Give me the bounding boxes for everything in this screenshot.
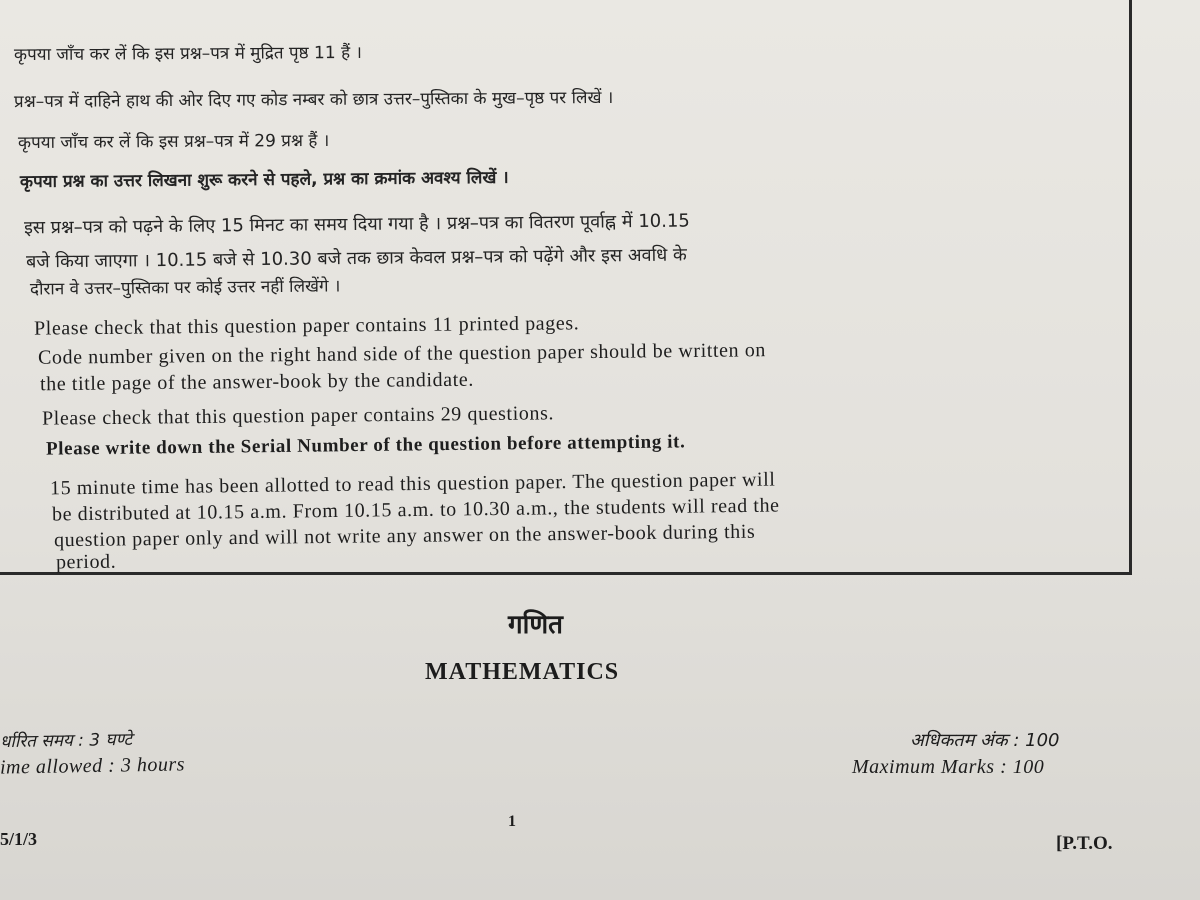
please-turn-over: [P.T.O. bbox=[1056, 833, 1113, 854]
instruction-en-reading-time-2: be distributed at 10.15 a.m. From 10.15 a.m. to 10.30 a.m., the students will read the bbox=[51, 494, 780, 526]
time-allowed-english: ime allowed : 3 hours bbox=[0, 753, 186, 779]
subject-title-english: MATHEMATICS bbox=[425, 659, 620, 685]
max-marks-english: Maximum Marks : 100 bbox=[852, 756, 1045, 778]
instruction-hi-pages: कृपया जाँच कर लें कि इस प्रश्न–पत्र में मुद्रित पृष्ठ 11 हैं । bbox=[13, 42, 362, 66]
page-number: 1 bbox=[508, 813, 516, 830]
instruction-hi-questions: कृपया जाँच कर लें कि इस प्रश्न–पत्र में 29 प्रश्न हैं । bbox=[17, 130, 330, 154]
instruction-hi-reading-time-3: दौरान वे उत्तर–पुस्तिका पर कोई उत्तर नहीं लिखेंगे । bbox=[29, 276, 341, 300]
instruction-en-pages: Please check that this question paper contains 11 printed pages. bbox=[33, 312, 580, 340]
paper-code: 5/1/3 bbox=[0, 829, 38, 849]
instruction-en-code-1: Code number given on the right hand side of the question paper should be written on bbox=[37, 339, 767, 369]
instruction-en-code-2: the title page of the answer-book by the candidate. bbox=[39, 368, 475, 396]
instruction-hi-reading-time-2: बजे किया जाएगा । 10.15 बजे से 10.30 बजे तक छात्र केवल प्रश्न–पत्र को पढ़ेंगे और इस अवधि के bbox=[25, 244, 687, 273]
instruction-en-serial: Please write down the Serial Number of the question before attempting it. bbox=[45, 431, 686, 460]
instruction-hi-code: प्रश्न–पत्र में दाहिने हाथ की ओर दिए गए कोड नम्बर को छात्र उत्तर–पुस्तिका के मुख–पृष्ठ पर लिखें । bbox=[13, 87, 614, 113]
instruction-en-reading-time-1: 15 minute time has been allotted to read this question paper. The question paper will bbox=[49, 468, 776, 500]
subject-title-hindi: गणित bbox=[508, 610, 563, 640]
time-allowed-hindi: र्धारित समय : 3 घण्टे bbox=[0, 729, 133, 753]
instruction-en-reading-time-4: period. bbox=[55, 550, 117, 574]
instruction-en-questions: Please check that this question paper contains 29 questions. bbox=[41, 402, 555, 430]
max-marks-hindi: अधिकतम अंक : 100 bbox=[910, 730, 1060, 751]
instruction-hi-reading-time-1: इस प्रश्न–पत्र को पढ़ने के लिए 15 मिनट का समय दिया गया है । प्रश्न–पत्र का वितरण पूर्वाह्न में 10.15 bbox=[23, 210, 690, 239]
instruction-hi-serial: कृपया प्रश्न का उत्तर लिखना शुरू करने से पहले, प्रश्न का क्रमांक अवश्य लिखें । bbox=[19, 167, 509, 193]
instruction-en-reading-time-3: question paper only and will not write any answer on the answer-book during this bbox=[53, 520, 756, 552]
